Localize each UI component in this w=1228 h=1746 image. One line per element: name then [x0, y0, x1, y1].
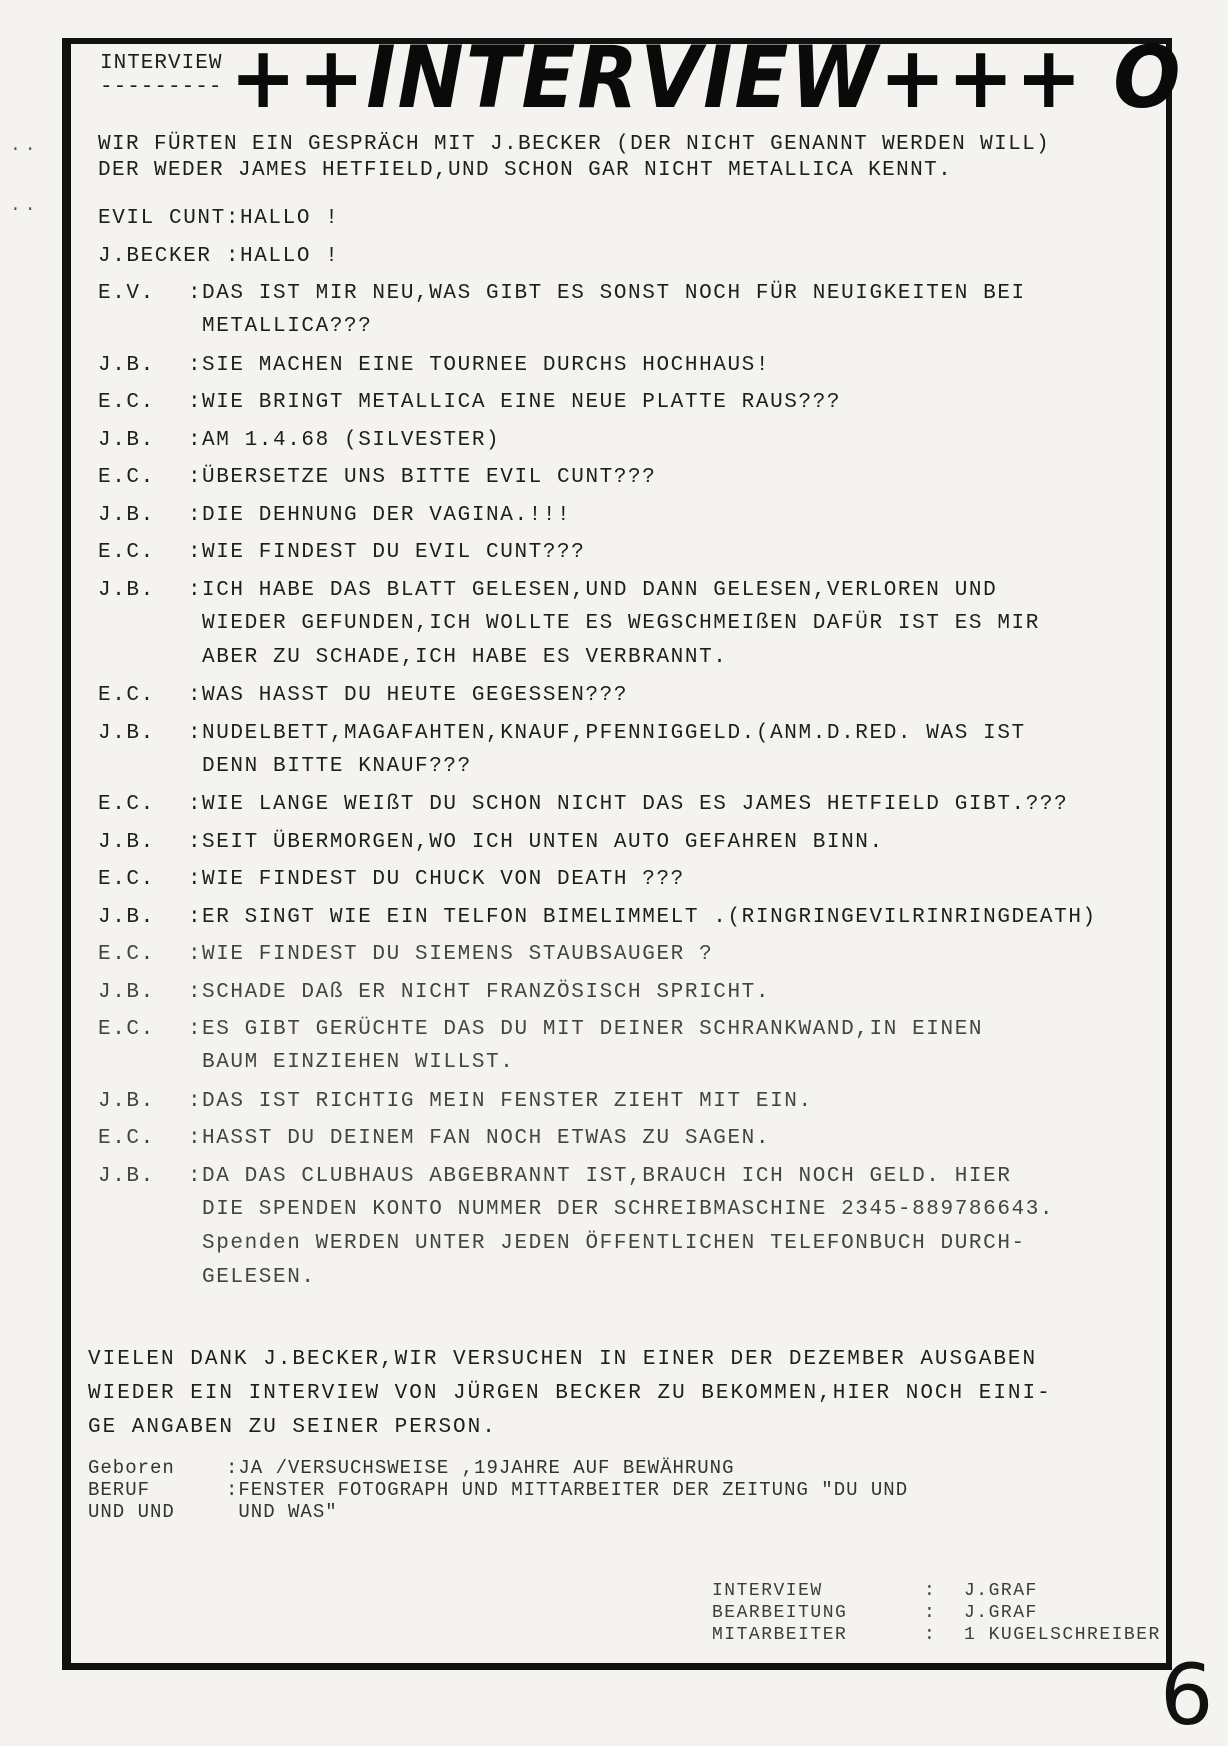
dialogue-text: HALLO ! — [240, 244, 340, 268]
closing-line: GE ANGABEN ZU SEINER PERSON. — [88, 1416, 497, 1439]
dialogue-entry: J.B. : NUDELBETT,MAGAFAHTEN,KNAUF,PFENNIGGELD.(ANM.D.RED. WAS IST DENN BITTE KNAUF??? — [98, 718, 1138, 784]
speaker-label: E.C. — [98, 684, 155, 707]
dialogue-text: DA DAS CLUBHAUS ABGEBRANNT IST,BRAUCH ICH NOCH GELD. HIER — [202, 1164, 1012, 1188]
speaker-label: J.B. — [98, 1089, 155, 1113]
detail-key: UND UND — [88, 1501, 175, 1523]
speaker-label: J.B. — [98, 353, 155, 377]
credit-name: J.GRAF — [964, 1581, 1038, 1601]
intro-line: WIR FÜRTEN EIN GESPRÄCH MIT J.BECKER (DER NICHT GENANNT WERDEN WILL) — [98, 133, 1051, 156]
credit-row: INTERVIEW : J.GRAF — [712, 1581, 1038, 1601]
dialogue-entry: J.B. : ER SINGT WIE EIN TELFON BIMELIMMELT .(RINGRINGEVILRINRINGDEATH) — [98, 902, 1138, 934]
credit-name: 1 KUGELSCHREIBER — [964, 1625, 1161, 1645]
credit-row: MITARBEITER : 1 KUGELSCHREIBER — [712, 1625, 1161, 1645]
speaker-label: E.C. — [98, 1127, 155, 1150]
dialogue-text: BAUM EINZIEHEN WILLST. — [202, 1051, 515, 1074]
dialogue-text: SIE MACHEN EINE TOURNEE DURCHS HOCHHAUS! — [202, 353, 771, 377]
dialogue-entry: E.C. : HASST DU DEINEM FAN NOCH ETWAS ZU SAGEN. — [98, 1123, 1138, 1155]
speaker-label: E.C. — [98, 1018, 155, 1041]
dialogue-text: WIE LANGE WEIßT DU SCHON NICHT DAS ES JAMES HETFIELD GIBT.??? — [202, 793, 1069, 816]
dialogue-text: DIE SPENDEN KONTO NUMMER DER SCHREIBMASCHINE 2345-889786643. — [202, 1197, 1055, 1221]
dialogue-text: WIE BRINGT METALLICA EINE NEUE PLATTE RAUS??? — [202, 391, 842, 414]
dialogue-text: ÜBERSETZE UNS BITTE EVIL CUNT??? — [202, 466, 657, 489]
closing-paragraph — [88, 1343, 1148, 1445]
speaker-label: J.BECKER — [98, 244, 212, 268]
dialogue-text: WIE FINDEST DU EVIL CUNT??? — [202, 541, 586, 564]
dialogue-text: SCHADE DAß ER NICHT FRANZÖSISCH SPRICHT. — [202, 980, 771, 1004]
credits-block — [712, 1580, 1161, 1646]
dialogue-text: DIE DEHNUNG DER VAGINA.!!! — [202, 503, 572, 527]
dialogue-entry: J.B. : DAS IST RICHTIG MEIN FENSTER ZIEHT MIT EIN. — [98, 1086, 1138, 1118]
detail-row — [88, 1501, 908, 1523]
dialogue-text: METALLICA??? — [202, 315, 373, 338]
person-details — [88, 1457, 908, 1523]
speaker-label: J.B. — [98, 1164, 155, 1188]
dialogue-text: AM 1.4.68 (SILVESTER) — [202, 428, 501, 452]
speaker-label: J.B. — [98, 830, 155, 854]
speaker-label: EVIL CUNT — [98, 207, 226, 230]
dialogue-entry: E.C. : ES GIBT GERÜCHTE DAS DU MIT DEINER SCHRANKWAND,IN EINEN BAUM EINZIEHEN WILLST. — [98, 1014, 1138, 1080]
dialogue-entry: E.C. : WIE LANGE WEIßT DU SCHON NICHT DAS ES JAMES HETFIELD GIBT.??? — [98, 789, 1138, 821]
detail-row — [88, 1457, 908, 1479]
speaker-label: J.B. — [98, 721, 155, 745]
page-number: 6 — [1160, 1646, 1214, 1744]
detail-value: :FENSTER FOTOGRAPH UND MITTARBEITER DER ZEITUNG "DU UND — [226, 1479, 909, 1501]
page-title: ++INTERVIEW+++ O — [230, 28, 1183, 128]
dialogue-entry: J.B. : SCHADE DAß ER NICHT FRANZÖSISCH SPRICHT. — [98, 977, 1138, 1009]
dialogue-entry: E.V. : DAS IST MIR NEU,WAS GIBT ES SONST NOCH FÜR NEUIGKEITEN BEI METALLICA??? — [98, 278, 1138, 344]
detail-row — [88, 1479, 908, 1501]
dialogue-entry: E.C. : WIE FINDEST DU EVIL CUNT??? — [98, 537, 1138, 569]
speaker-label: J.B. — [98, 503, 155, 527]
speaker-label: E.C. — [98, 793, 155, 816]
dialogue-text: HALLO ! — [240, 207, 340, 230]
dialogue-text: DENN BITTE KNAUF??? — [202, 754, 472, 778]
speaker-label: E.C. — [98, 943, 155, 966]
dialogue-text: WIE FINDEST DU SIEMENS STAUBSAUGER ? — [202, 943, 714, 966]
dialogue-text: ICH HABE DAS BLATT GELESEN,UND DANN GELESEN,VERLOREN UND — [202, 578, 998, 602]
dialogue-text: ER SINGT WIE EIN TELFON BIMELIMMELT .(RINGRINGEVILRINRINGDEATH) — [202, 905, 1097, 929]
speaker-label: J.B. — [98, 980, 155, 1004]
detail-value: :JA /VERSUCHSWEISE ,19JAHRE AUF BEWÄHRUNG — [226, 1457, 735, 1479]
dialogue-entry: EVIL CUNT:HALLO ! — [98, 207, 340, 230]
detail-key: Geboren — [88, 1457, 175, 1479]
dialogue-entry: J.B. : DIE DEHNUNG DER VAGINA.!!! — [98, 500, 1138, 532]
dialogue-entry: J.B. : ICH HABE DAS BLATT GELESEN,UND DANN GELESEN,VERLOREN UND WIEDER GEFUNDEN,ICH WOLLTE ES WEGSCHMEIßEN DAFÜR IST ES MIR ABER ZU SCHADE,ICH HABE ES VERBRANNT. — [98, 575, 1138, 675]
speaker-label: J.B. — [98, 905, 155, 929]
intro-line: DER WEDER JAMES HETFIELD,UND SCHON GAR NICHT METALLICA KENNT. — [98, 159, 953, 182]
dialogue-text: WAS HASST DU HEUTE GEGESSEN??? — [202, 684, 629, 707]
speaker-label: E.C. — [98, 466, 155, 489]
dialogue-text: DAS IST RICHTIG MEIN FENSTER ZIEHT MIT EIN. — [202, 1089, 813, 1113]
intro-paragraph — [98, 132, 1138, 184]
dialogue-entry: J.B. : SIE MACHEN EINE TOURNEE DURCHS HOCHHAUS! — [98, 350, 1138, 382]
dialogue-text: Spenden WERDEN UNTER JEDEN ÖFFENTLICHEN TELEFONBUCH DURCH- — [202, 1231, 1026, 1255]
speaker-label: E.C. — [98, 391, 155, 414]
credit-name: J.GRAF — [964, 1603, 1038, 1623]
dialogue-entry: E.C. : WIE BRINGT METALLICA EINE NEUE PLATTE RAUS??? — [98, 387, 1138, 419]
detail-value: UND WAS" — [226, 1501, 338, 1523]
detail-key: BERUF — [88, 1479, 151, 1501]
closing-line: WIEDER EIN INTERVIEW VON JÜRGEN BECKER ZU BEKOMMEN,HIER NOCH EINI- — [88, 1382, 1052, 1405]
dialogue-text: WIE FINDEST DU CHUCK VON DEATH ??? — [202, 868, 685, 891]
credit-role: INTERVIEW — [712, 1581, 823, 1601]
dialogue-text: HASST DU DEINEM FAN NOCH ETWAS ZU SAGEN. — [202, 1127, 771, 1150]
credit-role: BEARBEITUNG — [712, 1603, 848, 1623]
closing-line: VIELEN DANK J.BECKER,WIR VERSUCHEN IN EINER DER DEZEMBER AUSGABEN — [88, 1348, 1038, 1371]
header-small-label: INTERVIEW --------- — [100, 52, 223, 99]
margin-mark: ·· — [10, 140, 40, 160]
dialogue-text: WIEDER GEFUNDEN,ICH WOLLTE ES WEGSCHMEIßEN DAFÜR IST ES MIR — [202, 611, 1040, 635]
speaker-label: J.B. — [98, 578, 155, 602]
dialogue-text: GELESEN. — [202, 1265, 316, 1289]
interview-dialogue — [98, 203, 1138, 1300]
credit-role: MITARBEITER — [712, 1625, 848, 1645]
speaker-label: J.B. — [98, 428, 155, 452]
dialogue-entry: J.BECKER :HALLO ! — [98, 244, 340, 268]
dialogue-text: ABER ZU SCHADE,ICH HABE ES VERBRANNT. — [202, 645, 728, 669]
dialogue-entry: E.C. : WAS HASST DU HEUTE GEGESSEN??? — [98, 680, 1138, 712]
dialogue-text: NUDELBETT,MAGAFAHTEN,KNAUF,PFENNIGGELD.(ANM.D.RED. WAS IST — [202, 721, 1026, 745]
margin-mark: ·· — [10, 200, 40, 220]
dialogue-entry: E.C. : ÜBERSETZE UNS BITTE EVIL CUNT??? — [98, 462, 1138, 494]
speaker-label: E.C. — [98, 541, 155, 564]
speaker-label: E.C. — [98, 868, 155, 891]
dialogue-entry: J.B. : AM 1.4.68 (SILVESTER) — [98, 425, 1138, 457]
speaker-label: E.V. — [98, 282, 155, 305]
credit-row: BEARBEITUNG : J.GRAF — [712, 1603, 1038, 1623]
dialogue-entry: J.B. : DA DAS CLUBHAUS ABGEBRANNT IST,BRAUCH ICH NOCH GELD. HIER DIE SPENDEN KONTO NUMMER DER SCHREIBMASCHINE 2345-889786643. Spenden WERDEN UNTER JEDEN ÖFFENTLICHEN TELEFONBUCH DURCH- GELESEN. — [98, 1161, 1138, 1295]
dialogue-entry: J.B. : SEIT ÜBERMORGEN,WO ICH UNTEN AUTO GEFAHREN BINN. — [98, 827, 1138, 859]
dialogue-text: SEIT ÜBERMORGEN,WO ICH UNTEN AUTO GEFAHREN BINN. — [202, 830, 884, 854]
dialogue-text: ES GIBT GERÜCHTE DAS DU MIT DEINER SCHRANKWAND,IN EINEN — [202, 1018, 984, 1041]
dialogue-entry: E.C. : WIE FINDEST DU SIEMENS STAUBSAUGER ? — [98, 939, 1138, 971]
dialogue-entry: E.C. : WIE FINDEST DU CHUCK VON DEATH ??? — [98, 864, 1138, 896]
dialogue-text: DAS IST MIR NEU,WAS GIBT ES SONST NOCH FÜR NEUIGKEITEN BEI — [202, 282, 1026, 305]
